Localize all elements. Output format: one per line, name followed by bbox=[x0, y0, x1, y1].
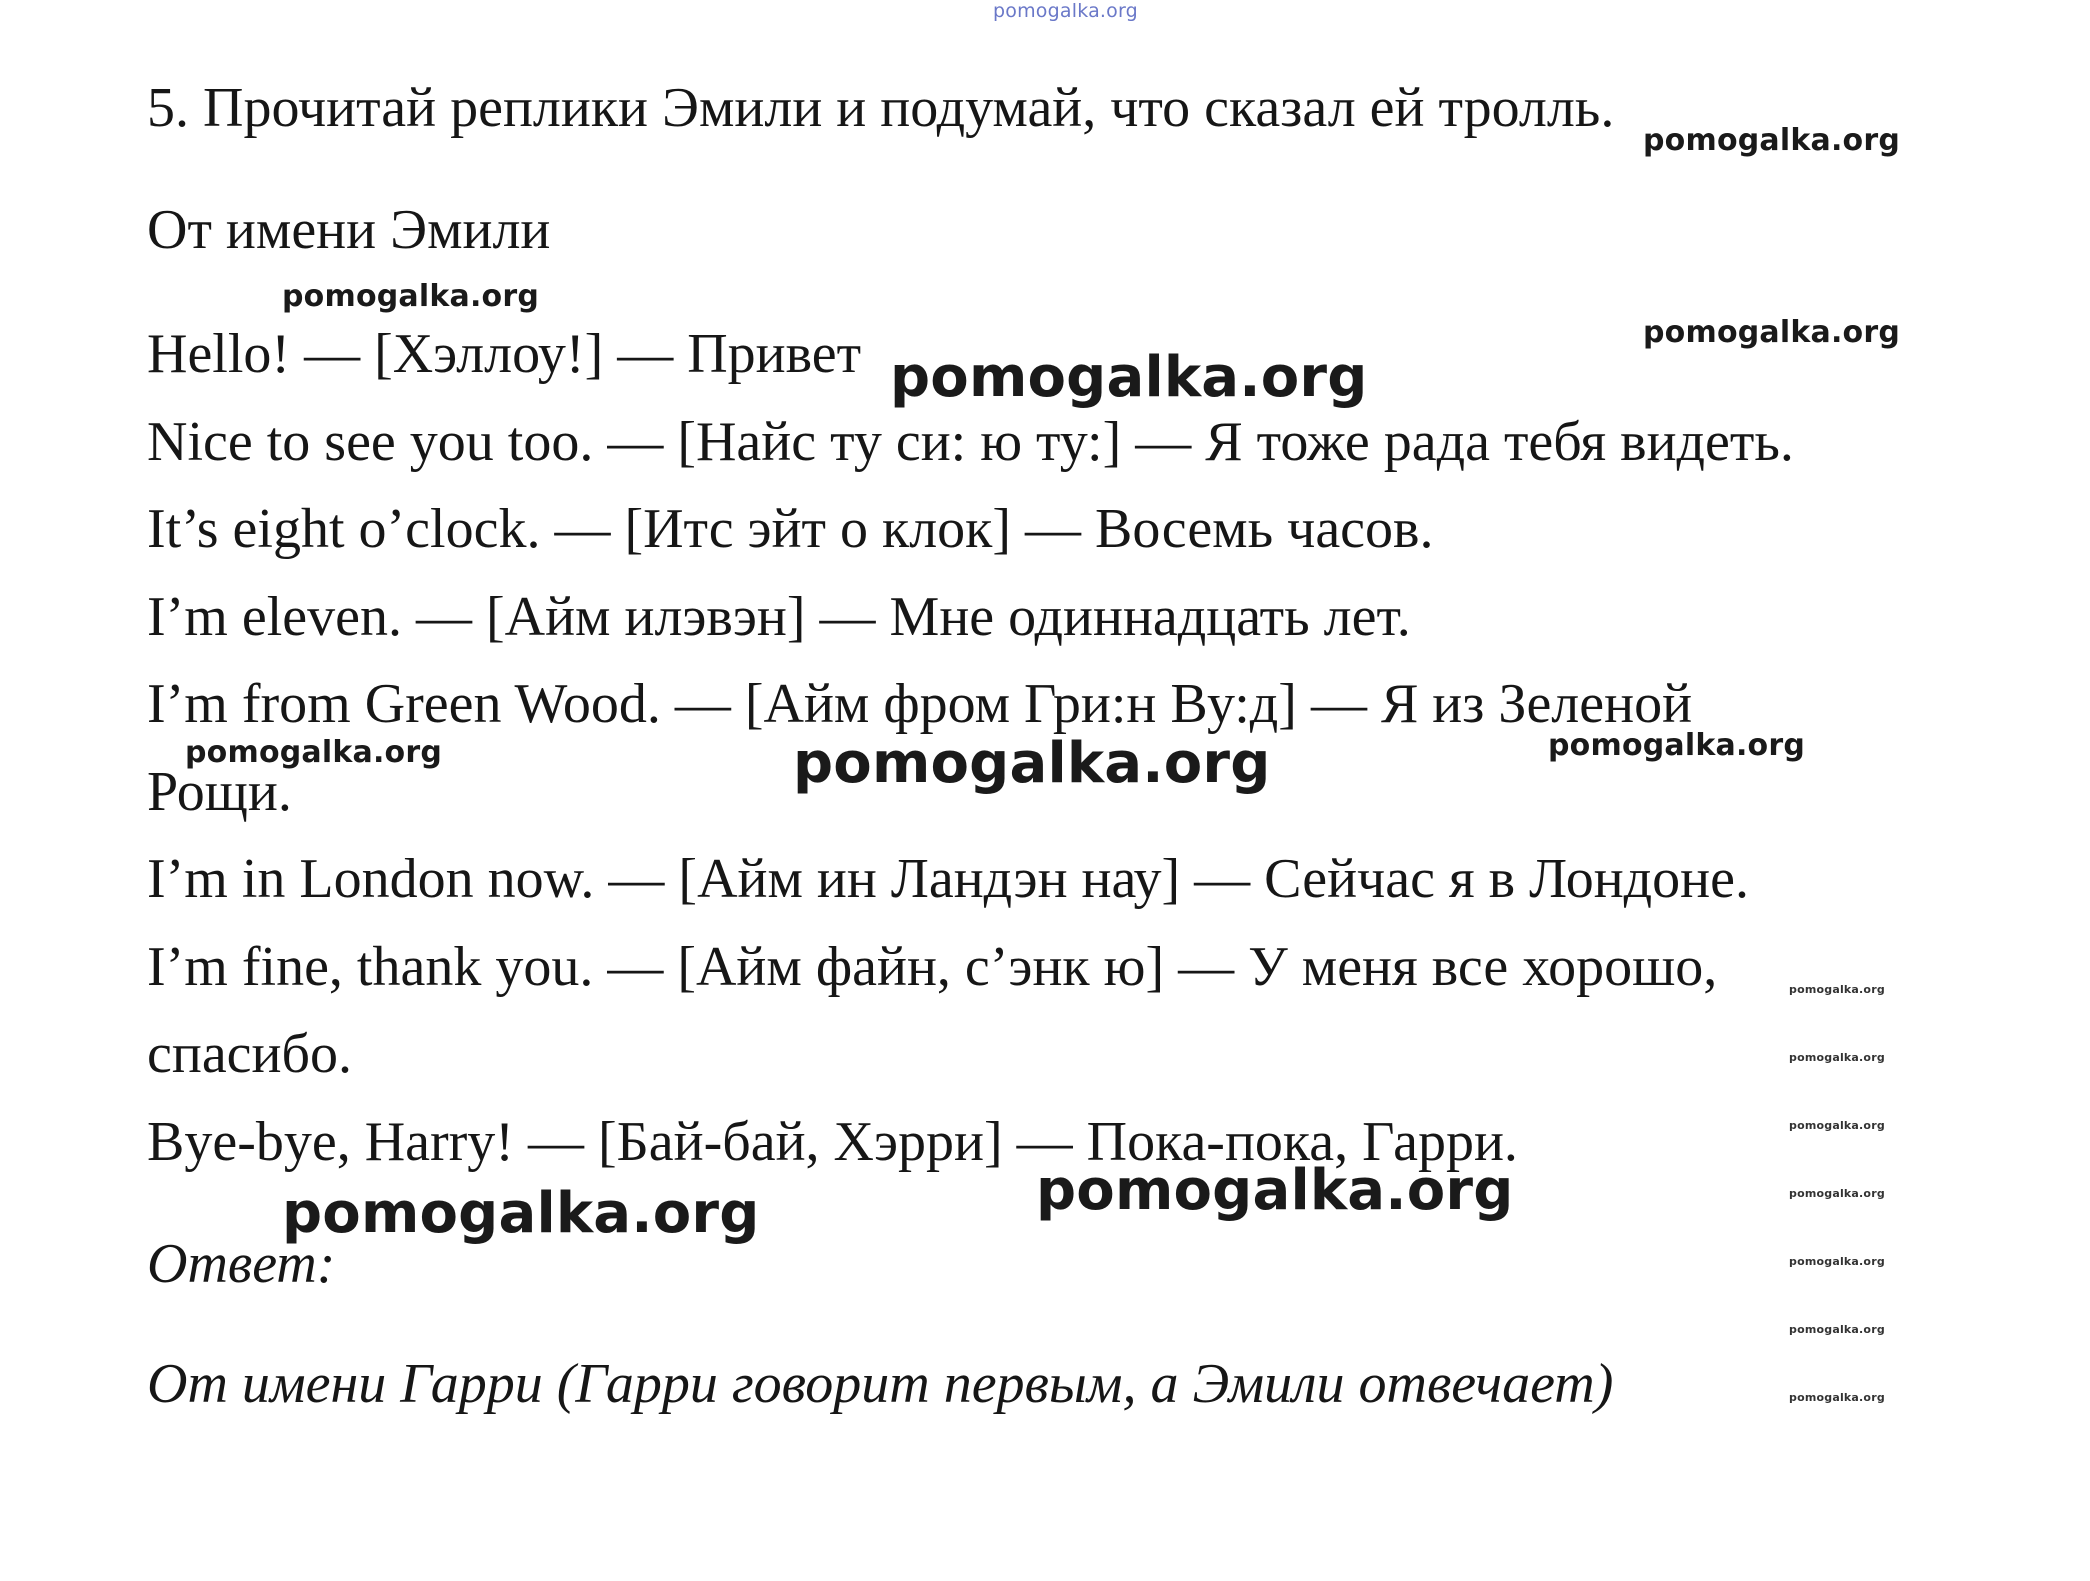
watermark-large: pomogalka.org bbox=[1036, 1158, 1514, 1223]
watermark-tiny: pomogalka.org bbox=[1789, 1119, 1885, 1132]
dialogue-line: I’m in London now. — [Айм ин Ландэн нау] — Сейчас я в Лондоне. bbox=[147, 848, 1749, 910]
dialogue-line: спасибо. bbox=[147, 1023, 352, 1085]
dialogue-line: It’s eight o’clock. — [Итс эйт о клок] — Восемь часов. bbox=[147, 498, 1434, 560]
task-title: 5. Прочитай реплики Эмили и подумай, что сказал ей тролль. bbox=[147, 77, 1615, 139]
watermark-small: pomogalka.org bbox=[1643, 315, 1901, 350]
watermark-tiny: pomogalka.org bbox=[1789, 1051, 1885, 1064]
watermark-tiny: pomogalka.org bbox=[1789, 1187, 1885, 1200]
header-watermark: pomogalka.org bbox=[993, 0, 1138, 22]
watermark-small: pomogalka.org bbox=[1643, 123, 1901, 158]
dialogue-line: Bye-bye, Harry! — [Бай-бай, Хэрри] — Пока-пока, Гарри. bbox=[147, 1111, 1518, 1173]
watermark-large: pomogalka.org bbox=[793, 731, 1271, 796]
watermark-tiny: pomogalka.org bbox=[1789, 1391, 1885, 1404]
answer-label: Ответ: bbox=[147, 1233, 336, 1295]
watermark-small: pomogalka.org bbox=[1548, 728, 1806, 763]
dialogue-line: Hello! — [Хэллоу!] — Привет bbox=[147, 323, 862, 385]
dialogue-line: I’m fine, thank you. — [Айм файн, с’энк ю] — У меня все хорошо, bbox=[147, 936, 1718, 998]
watermark-tiny: pomogalka.org bbox=[1789, 1255, 1885, 1268]
watermark-large: pomogalka.org bbox=[282, 1181, 760, 1246]
dialogue-line: Рощи. bbox=[147, 761, 292, 823]
watermark-tiny: pomogalka.org bbox=[1789, 1323, 1885, 1336]
answer-text: От имени Гарри (Гарри говорит первым, а Эмили отвечает) bbox=[147, 1353, 1614, 1415]
watermark-large: pomogalka.org bbox=[890, 345, 1368, 410]
watermark-small: pomogalka.org bbox=[282, 279, 540, 314]
dialogue-line: I’m eleven. — [Айм илэвэн] — Мне одиннадцать лет. bbox=[147, 586, 1411, 648]
watermark-tiny: pomogalka.org bbox=[1789, 983, 1885, 996]
dialogue-line: Nice to see you too. — [Найс ту си: ю ту:] — Я тоже рада тебя видеть. bbox=[147, 411, 1794, 473]
section-heading: От имени Эмили bbox=[147, 199, 551, 261]
watermark-small: pomogalka.org bbox=[185, 735, 443, 770]
dialogue-line: I’m from Green Wood. — [Айм фром Гри:н Ву:д] — Я из Зеленой bbox=[147, 673, 1693, 735]
